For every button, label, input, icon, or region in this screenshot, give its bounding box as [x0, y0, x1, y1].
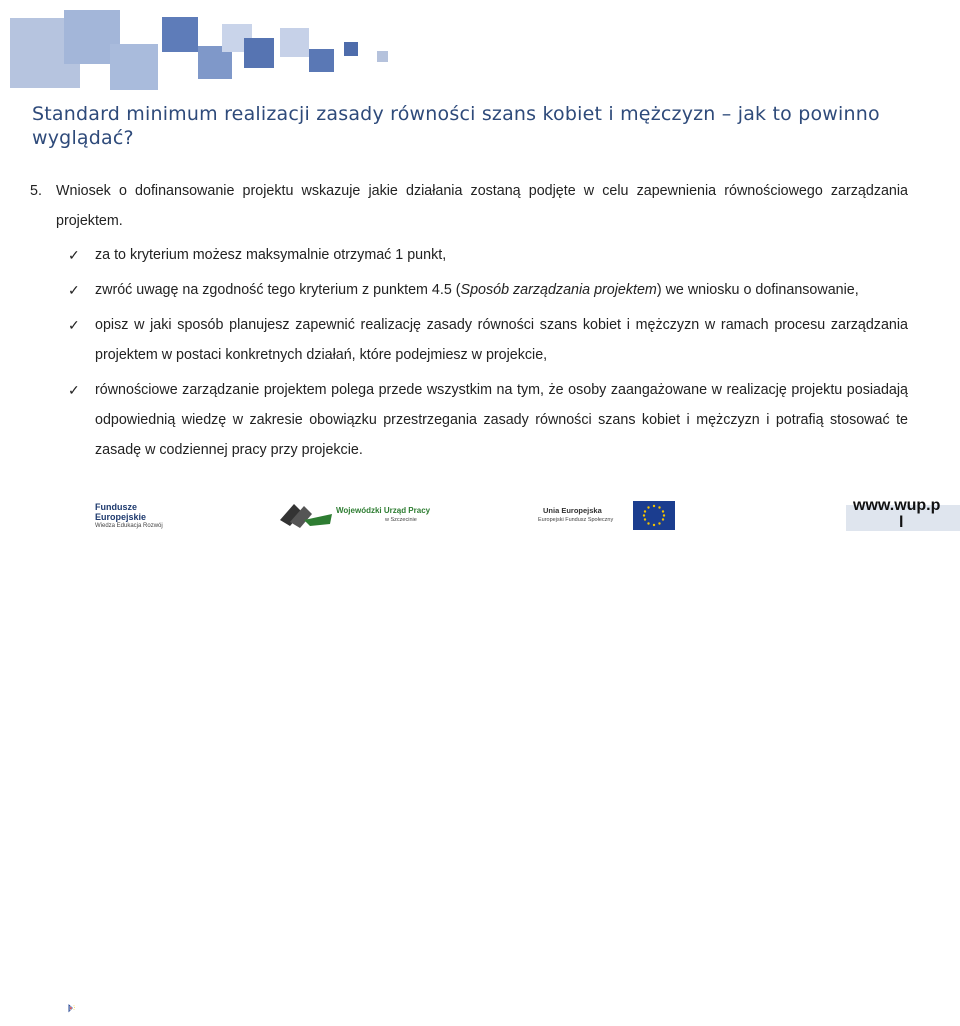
eu-flag-icon — [633, 501, 675, 530]
deco-square — [309, 49, 334, 72]
checklist-item-text: opisz w jaki sposób planujesz zapewnić realizację zasady równości szans kobiet i mężczyzn w ramach procesu zarządzania projektem w postaci konkretnych działań, które podejmiesz w projekcie, — [95, 317, 908, 363]
checkmark-icon: ✓ — [68, 317, 80, 333]
slide-body — [30, 176, 908, 470]
checklist-item-text: równościowe zarządzanie projektem polega przede wszystkim na tym, że osoby zaangażowane w realizację projektu posiadają odpowiednią wiedzę w zakresie obowiązku przestrzegania zasady równości szans kobiet i mężczyzn i potrafią stosować te zasadę w codziennej pracy przy projekcie. — [95, 382, 908, 458]
deco-square — [377, 51, 388, 62]
checkmark-icon: ✓ — [68, 282, 80, 298]
numbered-point — [30, 176, 908, 236]
checklist-item — [68, 240, 908, 270]
checklist-item — [68, 375, 908, 465]
checkmark-icon: ✓ — [68, 247, 80, 263]
checklist-item — [68, 310, 908, 370]
checklist-item — [68, 275, 908, 305]
checklist-item-text-before: zwróć uwagę na zgodność tego kryterium z punktem 4.5 ( — [95, 282, 461, 298]
checklist-item-italic: Sposób zarządzania projektem — [460, 282, 657, 298]
fundusze-europejskie-logo-icon — [68, 990, 98, 1026]
ue-logo-title: Unia Europejska — [543, 506, 602, 515]
ue-logo-subtitle: Europejski Fundusz Społeczny — [538, 517, 614, 523]
deco-square — [280, 28, 309, 57]
point-text: Wniosek o dofinansowanie projektu wskazuje jakie działania zostaną podjęte w celu zapewnienia równościowego zarządzania projektem. — [56, 183, 908, 229]
wup-logo-title: Wojewódzki Urząd Pracy — [336, 506, 431, 515]
fe-logo-title — [95, 502, 146, 522]
deco-square — [244, 38, 274, 68]
wup-logo-icon — [280, 500, 332, 528]
website-url[interactable]: www.wup.p — [853, 497, 941, 514]
wup-logo-subtitle: w Szczecinie — [385, 517, 417, 523]
checklist-item-text-after: ) we wniosku o dofinansowanie, — [656, 282, 859, 298]
fe-logo-subtitle: Wiedza Edukacja Rozwój — [95, 523, 163, 529]
deco-square — [110, 44, 158, 90]
checkmark-icon: ✓ — [68, 382, 80, 398]
fe-logo-line1: Fundusze — [95, 502, 137, 512]
deco-square — [162, 17, 198, 52]
checklist-item-text: za to kryterium możesz maksymalnie otrzymać 1 punkt, — [95, 247, 447, 263]
website-url-continuation[interactable]: l — [899, 514, 904, 531]
deco-square — [344, 42, 358, 56]
checklist — [30, 240, 908, 465]
point-number: 5. — [30, 183, 42, 199]
slide-title: Standard minimum realizacji zasady równości szans kobiet i mężczyzn – jak to powinno wyglądać? — [32, 103, 880, 149]
fe-logo-line2: Europejskie — [95, 512, 147, 522]
